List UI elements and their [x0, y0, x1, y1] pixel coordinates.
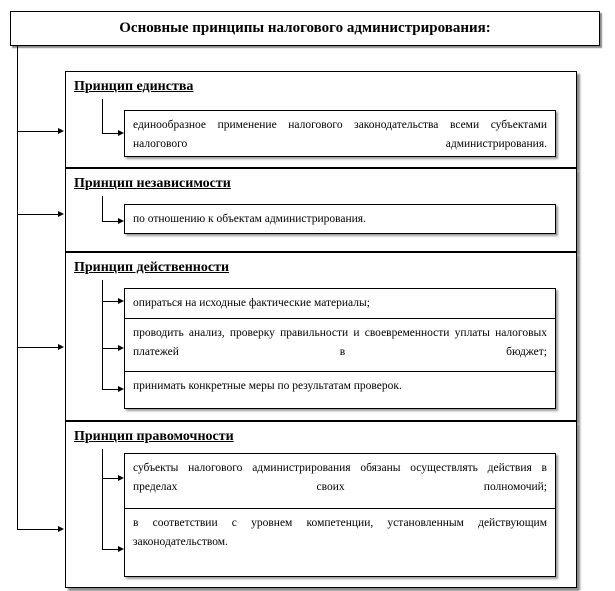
principle-item: опираться на исходные фактические материалы; [124, 288, 556, 319]
section-competence [65, 421, 577, 588]
section-heading: Принцип действенности [74, 260, 230, 275]
branch-vertical [102, 99, 103, 134]
branch-horizontal-2 [102, 348, 118, 349]
section-heading: Принцип правомочности [74, 429, 234, 444]
branch-horizontal-1 [102, 478, 118, 479]
arrow-head-2 [58, 211, 64, 217]
principle-item: субъекты налогового администрирования обязаны осуществлять действия в пределах своих полномочий; [124, 453, 556, 509]
principle-item: в соответствии с уровнем компетенции, установленным действующим законодательством. [124, 509, 556, 577]
arrow-line-1 [17, 131, 59, 132]
main-connector-vertical [17, 46, 18, 530]
arrow-head-1 [58, 128, 64, 134]
arrow-head-4 [58, 526, 64, 532]
diagram-title: Основные принципы налогового администрирования: [10, 11, 600, 46]
branch-vertical [102, 196, 103, 222]
section-heading: Принцип независимости [74, 176, 231, 191]
arrow-line-2 [17, 214, 59, 215]
arrow-line-3 [17, 347, 59, 348]
section-effectiveness [65, 252, 577, 421]
principle-item: по отношению к объектам администрирования. [124, 204, 556, 234]
principle-item: принимать конкретные меры по результатам проверок. [124, 372, 556, 409]
arrow-head-3 [58, 344, 64, 350]
branch-horizontal-2 [102, 549, 118, 550]
section-independence [65, 168, 577, 252]
branch-horizontal [102, 133, 118, 134]
branch-vertical [102, 449, 103, 550]
principle-item: проводить анализ, проверку правильности и своевременности уплаты налоговых платежей в бюджет; [124, 319, 556, 372]
arrow-line-4 [17, 529, 59, 530]
principle-item: единообразное применение налогового законодательства всеми субъектами налогового администрирования. [124, 110, 556, 157]
branch-vertical [102, 280, 103, 390]
branch-horizontal-1 [102, 301, 118, 302]
branch-horizontal-3 [102, 389, 118, 390]
item-group [124, 453, 556, 577]
section-unity [65, 71, 577, 168]
item-group [124, 288, 556, 409]
section-heading: Принцип единства [74, 79, 194, 94]
branch-horizontal [102, 221, 118, 222]
